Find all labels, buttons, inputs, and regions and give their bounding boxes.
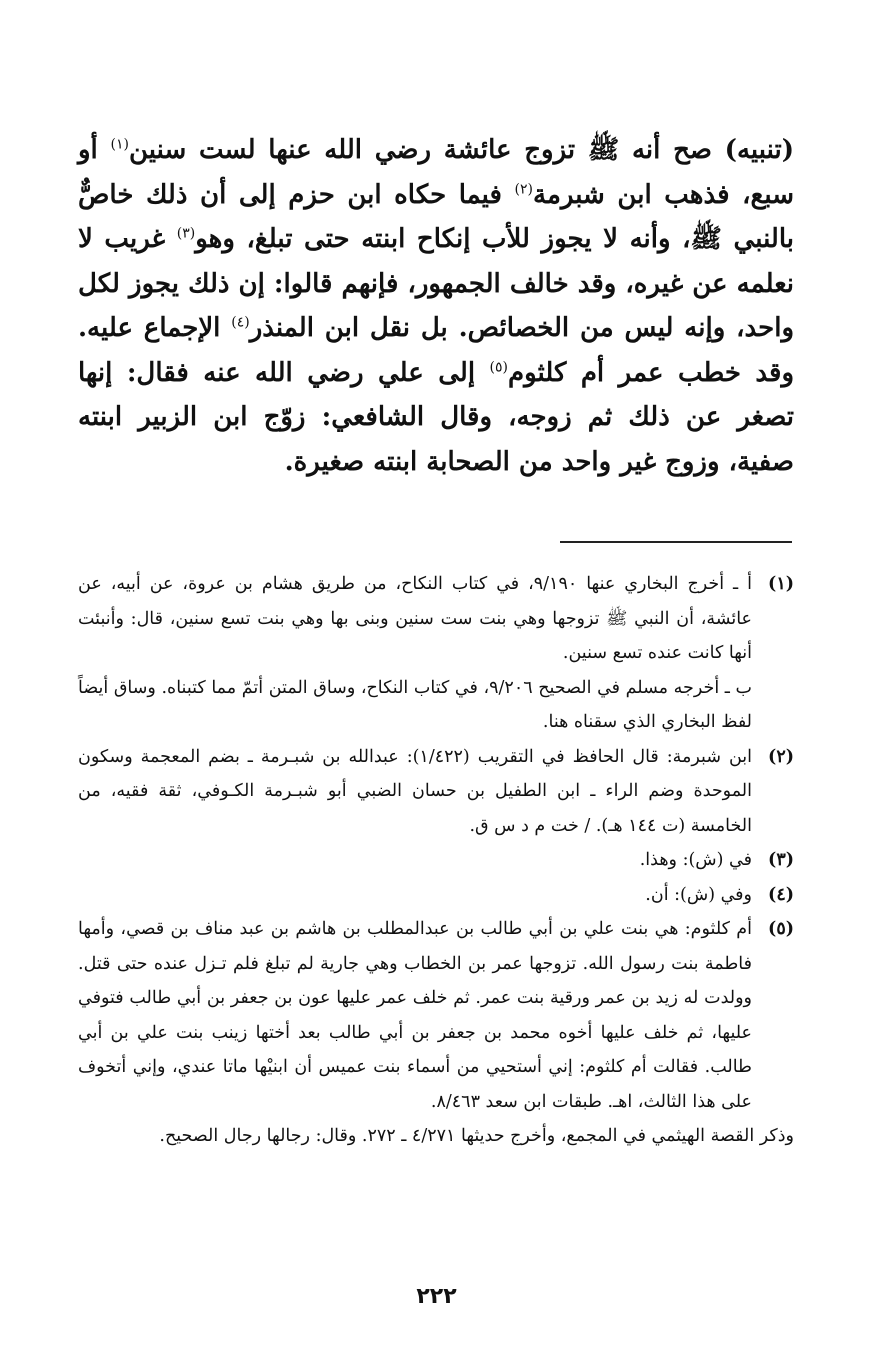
main-text-segment: غريب لا نعلمه عن غيره، وقد خالف الجمهور، فإنهم قالوا: إن ذلك يجوز لكل واحد، وإنه ليس من الخصائص. بل نقل ابن المنذر xyxy=(78,224,794,343)
footnote-5 xyxy=(78,912,794,1154)
footnote-2 xyxy=(78,740,794,844)
footnote-4 xyxy=(78,878,794,913)
footnote-1 xyxy=(78,567,794,740)
footnote-text: أم كلثوم: هي بنت علي بن أبي طالب بن عبدالمطلب بن هاشم بن عبد مناف بن قصي، وأمها فاطمة بنت رسول الله. تزوجها عمر بن الخطاب وهي جارية لم تبلغ فلم تـزل عنده حتى قتل. وولدت له زيد بن عمر ورقية بنت عمر. ثم خلف عمر عليها عون بن جعفر بن أبي طالب فتوفي عليها، ثم خلف عليها أخوه محمد بن جعفر بن أبي طالب بعد أختها زينب بنت علي بن أبي طالب. فقالت أم كلثوم: إني أستحيي من أسماء بنت عميس أن ابنيْها ماتا عندي، وإني أتخوف على هذا الثالث، اهـ. طبقات ابن سعد ٨/٤٦٣. xyxy=(78,919,752,1112)
footnote-text: في (ش): وهذا. xyxy=(639,850,752,870)
footnote-ref-5: (٥) xyxy=(489,358,508,375)
main-text-segment: فيما حكاه ابن حزم إلى أن ذلك خاصٌّ بالنبي ﷺ، وأنه لا يجوز للأب إنكاح ابنته حتى تبلغ، وهو xyxy=(78,179,794,254)
footnote-number: (٤) xyxy=(768,884,794,905)
main-text-segment: أو سبع، فذهب ابن شبرمة xyxy=(78,135,794,210)
footnote-continuation: وذكر القصة الهيثمي في المجمع، وأخرج حديثها ٤/٢٧١ ـ ٢٧٢. وقال: رجالها رجال الصحيح. xyxy=(159,1126,794,1146)
footnote-ref-4: (٤) xyxy=(231,314,250,331)
footnote-ref-3: (٣) xyxy=(176,225,196,242)
footnote-number: (٣) xyxy=(768,850,794,870)
main-text-segment: (تنبيه) صح أنه ﷺ تزوج عائشة رضي الله عنها لست سنين xyxy=(128,135,794,165)
footnote-number: (٥) xyxy=(768,919,794,939)
footnote-separator-rule xyxy=(560,541,792,543)
footnote-ref-1: (١) xyxy=(110,136,129,153)
footnote-number: (٢) xyxy=(768,746,794,767)
page-number: ٢٢٢ xyxy=(416,1284,457,1309)
footnote-ref-2: (٢) xyxy=(514,180,533,197)
footnote-text: ب ـ أخرجه مسلم في الصحيح ٩/٢٠٦، في كتاب النكاح، وساق المتن أتمّ مما كتبناه. وساق أيضاً لفظ البخاري الذي سقناه هنا. xyxy=(78,677,753,732)
footnote-3 xyxy=(78,843,794,878)
main-text-block xyxy=(78,128,794,484)
footnotes-section xyxy=(78,567,794,1154)
footnote-text: ابن شبرمة: قال الحافظ في التقريب (١/٤٢٢): عبدالله بن شبـرمة ـ بضم المعجمة وسكون الموحدة وضم الراء ـ ابن الطفيل بن حسان الضبي أبو شبـرمة الكـوفي، ثقة فقيه، من الخامسة (ت ١٤٤ هـ). / خت م د س ق. xyxy=(78,746,752,836)
footnote-number: (١) xyxy=(768,574,794,594)
footnote-text: وفي (ش): أن. xyxy=(645,884,752,905)
footnote-text: أ ـ أخرج البخاري عنها ٩/١٩٠، في كتاب النكاح، من طريق هشام بن عروة، عن أبيه، عن عائشة، أن النبي ﷺ تزوجها وهي بنت ست سنين وبنى بها وهي بنت تسع سنين، قال: وأنبئت أنها كانت عنده تسع سنين. xyxy=(78,574,752,663)
main-text-segment: إلى علي رضي الله عنه فقال: إنها تصغر عن ذلك ثم زوجه، وقال الشافعي: زوّج ابن الزبير ابنته صفية، وزوج غير واحد من الصحابة ابنته صغيرة. xyxy=(78,357,794,477)
main-paragraph xyxy=(78,128,794,484)
main-text-segment: الإجماع عليه. وقد خطب عمر أم كلثوم xyxy=(78,313,795,388)
